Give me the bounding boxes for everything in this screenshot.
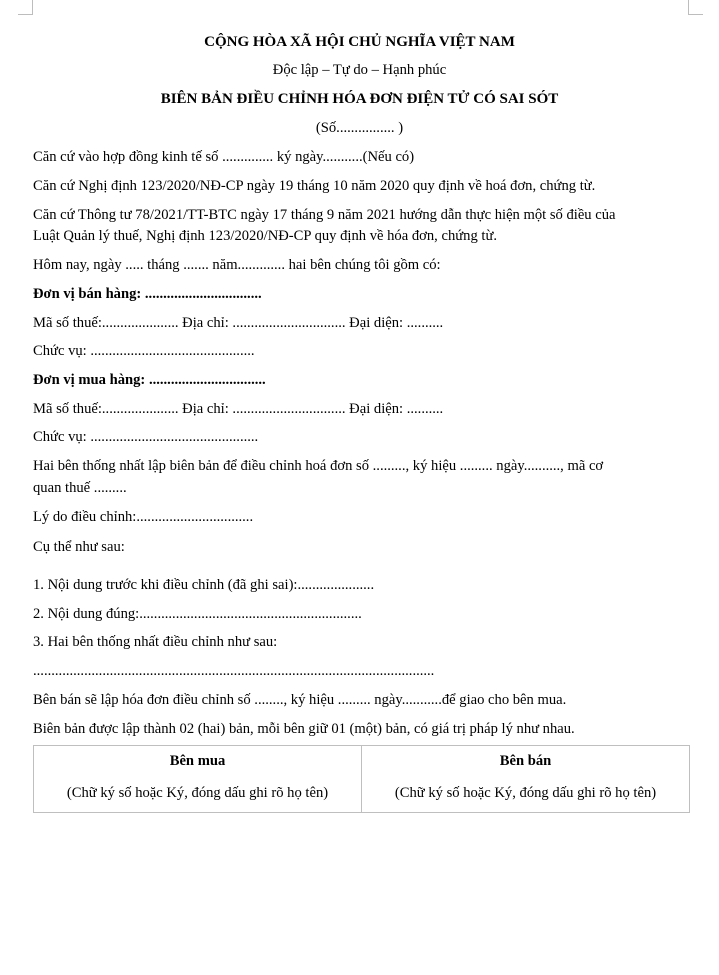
- item-correct: 2. Nội dung đúng:.............................................................: [33, 606, 362, 622]
- basis-circular-line2: Luật Quản lý thuế, Nghị định 123/2020/NĐ-CP quy định về hóa đơn, chứng từ.: [33, 228, 498, 244]
- details-heading: Cụ thể như sau:: [33, 539, 125, 555]
- buyer-position: Chức vụ: ..............................................: [33, 429, 259, 445]
- item-before: 1. Nội dung trước khi điều chỉnh (đã ghi sai):.....................: [33, 577, 375, 593]
- seller-signature-cell: [362, 746, 690, 813]
- basis-contract: Căn cứ vào hợp đồng kinh tế số .............. ký ngày...........(Nếu có): [33, 149, 415, 165]
- seller-position: Chức vụ: .............................................: [33, 343, 255, 359]
- agreement-line2: quan thuế .........: [33, 480, 127, 496]
- adjustment-reason: Lý do điều chỉnh:................................: [33, 509, 254, 525]
- document-title: BIÊN BẢN ĐIỀU CHỈNH HÓA ĐƠN ĐIỆN TỬ CÓ SAI SÓT: [160, 91, 559, 107]
- motto: Độc lập – Tự do – Hạnh phúc: [272, 62, 447, 78]
- seller-issue-statement: Bên bán sẽ lập hóa đơn điều chỉnh số ........, ký hiệu ......... ngày...........để giao cho bên mua.: [33, 692, 567, 708]
- agreement-line1: Hai bên thống nhất lập biên bản để điều chỉnh hoá đơn số ........., ký hiệu ......... ngày.........., mã cơ: [33, 458, 604, 474]
- buyer-label: Đơn vị mua hàng: ................................: [33, 372, 266, 388]
- document-number: (Số................ ): [315, 120, 404, 136]
- copies-statement: Biên bản được lập thành 02 (hai) bản, mỗi bên giữ 01 (một) bản, có giá trị pháp lý như nhau.: [33, 721, 575, 737]
- buyer-signature-note: (Chữ ký số hoặc Ký, đóng dấu ghi rõ họ tên): [66, 785, 329, 801]
- page-corner-mark-left: [18, 0, 33, 15]
- signature-table: [33, 745, 690, 813]
- buyer-signature-cell: [34, 746, 362, 813]
- seller-signature-label: Bên bán: [499, 753, 552, 769]
- page-corner-mark-right: [688, 0, 703, 15]
- item-agreed: 3. Hai bên thống nhất điều chỉnh như sau:: [33, 634, 278, 650]
- seller-label: Đơn vị bán hàng: ................................: [33, 286, 262, 302]
- basis-circular-line1: Căn cứ Thông tư 78/2021/TT-BTC ngày 17 tháng 9 năm 2021 hướng dẫn thực hiện một số điều của: [33, 207, 616, 223]
- basis-decree: Căn cứ Nghị định 123/2020/NĐ-CP ngày 19 tháng 10 năm 2020 quy định về hoá đơn, chứng từ.: [33, 178, 596, 194]
- seller-tax-address: Mã số thuế:..................... Địa chỉ: ............................... Đại diện: ..........: [33, 315, 444, 331]
- seller-signature-note: (Chữ ký số hoặc Ký, đóng dấu ghi rõ họ tên): [394, 785, 657, 801]
- dotted-line: ..............................................................................................................: [33, 663, 435, 679]
- today-statement: Hôm nay, ngày ..... tháng ....... năm............. hai bên chúng tôi gồm có:: [33, 257, 441, 273]
- country-heading: CỘNG HÒA XÃ HỘI CHỦ NGHĨA VIỆT NAM: [204, 34, 515, 50]
- buyer-signature-label: Bên mua: [169, 753, 226, 769]
- buyer-tax-address: Mã số thuế:..................... Địa chỉ: ............................... Đại diện: ..........: [33, 401, 444, 417]
